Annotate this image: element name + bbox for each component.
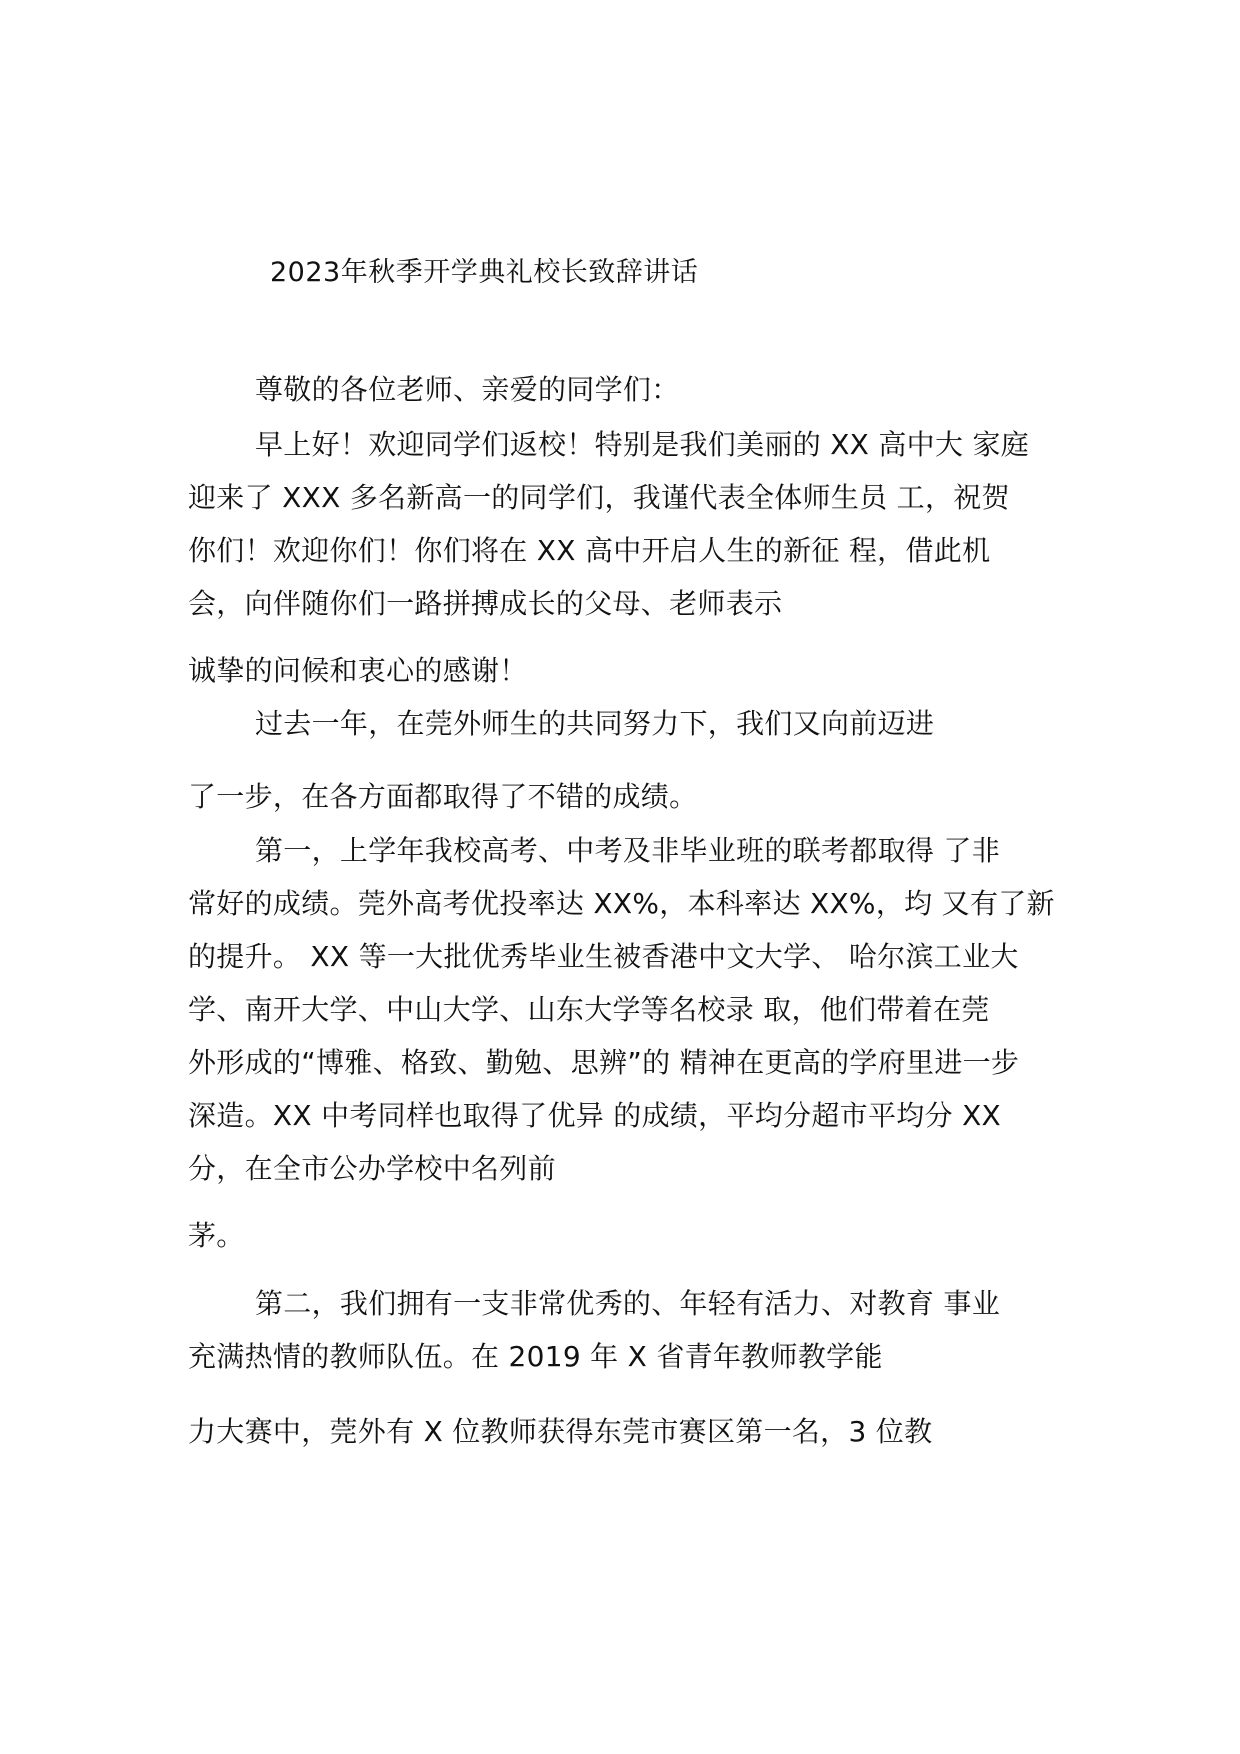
text-line: 过去一年，在莞外师生的共同努力下，我们又向前迈进	[255, 707, 935, 740]
text-line: 第一，上学年我校高考、中考及非毕业班的联考都取得 了非	[255, 834, 1001, 867]
text-line: 力大赛中，莞外有 X 位教师获得东莞市赛区第一名，3 位教	[188, 1415, 933, 1448]
document-title: 2023年秋季开学典礼校长致辞讲话	[270, 257, 699, 288]
text-line: 充满热情的教师队伍。在 2019 年 X 省青年教师教学能	[188, 1340, 883, 1373]
text-line: 早上好！欢迎同学们返校！特别是我们美丽的 XX 高中大 家庭	[255, 428, 1030, 461]
text-line: 了一步，在各方面都取得了不错的成绩。	[188, 780, 698, 813]
text-line: 你们！欢迎你们！你们将在 XX 高中开启人生的新征 程，借此机	[188, 534, 991, 567]
text-line: 深造。XX 中考同样也取得了优异 的成绩，平均分超市平均分 XX	[188, 1099, 1002, 1132]
text-line: 学、南开大学、中山大学、山东大学等名校录 取，他们带着在莞	[188, 993, 990, 1026]
text-line: 茅。	[188, 1219, 245, 1252]
text-line: 分，在全市公办学校中名列前	[188, 1152, 556, 1185]
text-line: 诚挚的问候和衷心的感谢！	[188, 654, 528, 687]
text-line: 外形成的“博雅、格致、勤勉、思辨”的 精神在更高的学府里进一步	[188, 1046, 1020, 1079]
text-line: 会，向伴随你们一路拼搏成长的父母、老师表示	[188, 587, 783, 620]
text-line: 的提升。 XX 等一大批优秀毕业生被香港中文大学、 哈尔滨工业大	[188, 940, 1019, 973]
text-line: 第二，我们拥有一支非常优秀的、年轻有活力、对教育 事业	[255, 1287, 1001, 1320]
text-line: 迎来了 XXX 多名新高一的同学们，我谨代表全体师生员 工，祝贺	[188, 481, 1010, 514]
text-line: 常好的成绩。莞外高考优投率达 XX%，本科率达 XX%，均 又有了新	[188, 887, 1055, 920]
text-line: 尊敬的各位老师、亲爱的同学们：	[255, 373, 680, 406]
